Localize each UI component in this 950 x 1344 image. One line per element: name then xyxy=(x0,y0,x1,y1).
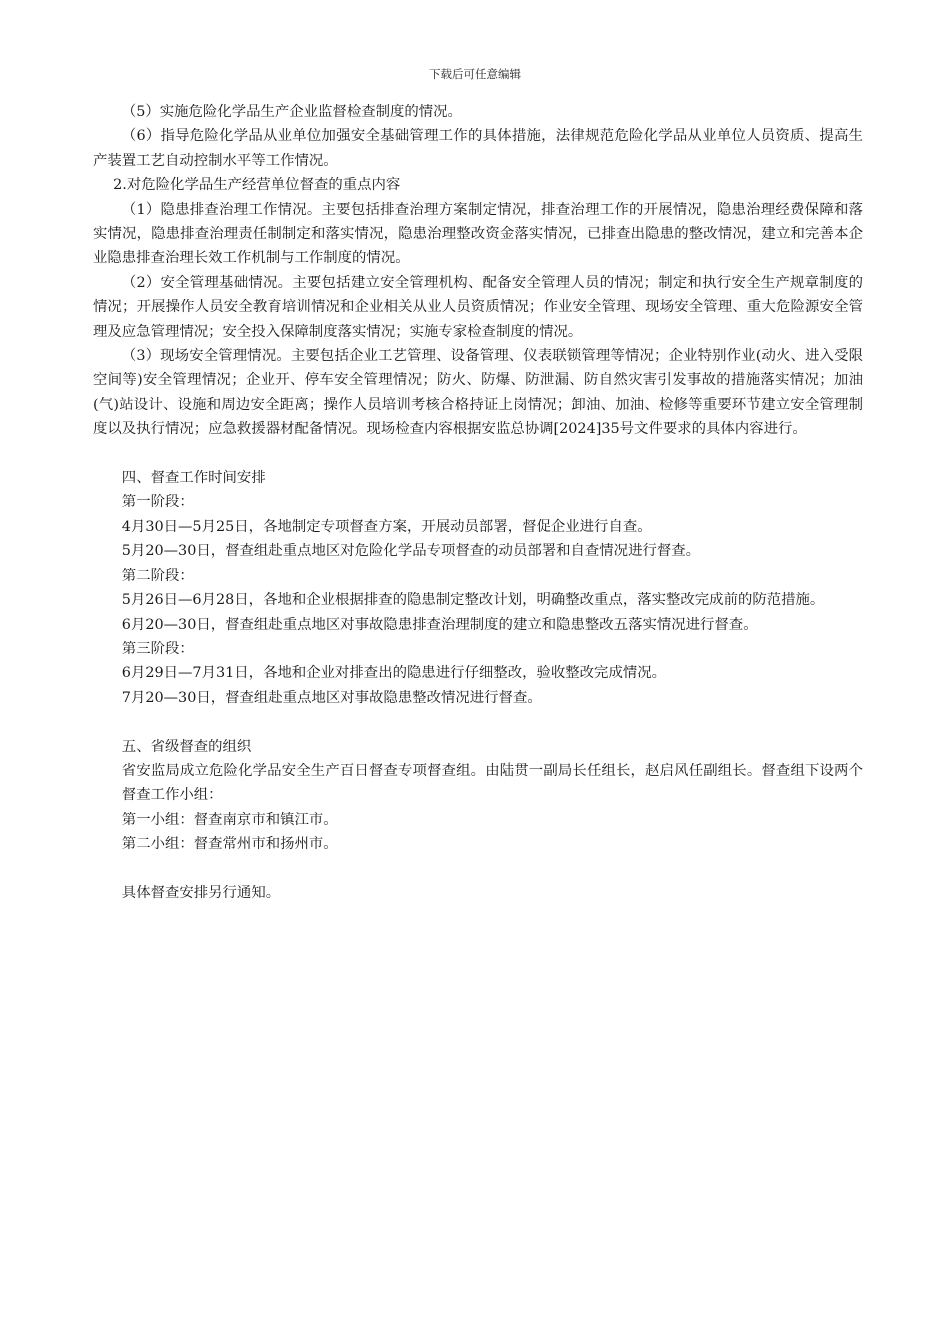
stage-1-item-2: 5月20—30日，督查组赴重点地区对危险化学品专项督查的动员部署和自查情况进行督查。 xyxy=(121,543,701,560)
spacer xyxy=(93,710,863,734)
stage-2-label: 第二阶段： xyxy=(121,567,194,584)
stage-2-item-1: 5月26日—6月28日，各地和企业根据排查的隐患制定整改计划，明确整改重点，落实整改完成前的防范措施。 xyxy=(121,592,825,609)
section-5-paragraph: 省安监局成立危险化学品安全生产百日督查专项督查组。由陆贯一副局长任组长，赵启风任副组长。督查组下设两个督查工作小组： xyxy=(121,762,863,804)
paragraph-item-6: （6）指导危险化学品从业单位加强安全基础管理工作的具体措施，法律规范危险化学品从业单位人员资质、提高生产装置工艺自动控制水平等工作情况。 xyxy=(93,128,863,169)
subsection-heading-2: 2.对危险化学品生产经营单位督查的重点内容 xyxy=(113,177,401,194)
paragraph-onsite-safety-management: （3）现场安全管理情况。主要包括企业工艺管理、设备管理、仪表联锁管理等情况；企业特别作业(动火、进入受限空间等)安全管理情况；企业开、停车安全管理情况；防火、防爆、防泄漏、防自然灾害引发事故的措施落实情况；加油(气)站设计、设施和周边安全距离；操作人员培训考核合格持证上岗情况；卸油、加油、检修等重要环节建立安全管理制度以及执行情况；应急救援器材配备情况。现场检查内容根据安监总协调[2024]35号文件要求的具体内容进行。 xyxy=(93,348,863,438)
section-4-title: 四、督查工作时间安排 xyxy=(121,470,266,487)
stage-1-label: 第一阶段： xyxy=(121,494,194,511)
page-header-note: 下载后可任意编辑 xyxy=(429,67,521,81)
group-1-assignment: 第一小组：督查南京市和镇江市。 xyxy=(121,811,338,828)
spacer xyxy=(93,857,863,881)
document-body xyxy=(93,100,863,905)
paragraph-safety-management-basis: （2）安全管理基础情况。主要包括建立安全管理机构、配备安全管理人员的情况；制定和执行安全生产规章制度的情况；开展操作人员安全教育培训情况和企业相关从业人员资质情况；作业安全管理、现场安全管理、重大危险源安全管理及应急管理情况；安全投入保障制度落实情况；实施专家检查制度的情况。 xyxy=(93,274,863,340)
section-5-title: 五、省级督查的组织 xyxy=(121,738,252,755)
paragraph-hazard-investigation: （1）隐患排查治理工作情况。主要包括排查治理方案制定情况，排查治理工作的开展情况，隐患治理经费保障和落实情况，隐患排查治理责任制制定和落实情况，隐患治理整改资金落实情况，已排查出隐患的整改情况，建立和完善本企业隐患排查治理长效工作机制与工作制度的情况。 xyxy=(93,201,863,267)
group-2-assignment: 第二小组：督查常州市和扬州市。 xyxy=(121,836,338,853)
spacer xyxy=(93,442,863,466)
stage-3-label: 第三阶段： xyxy=(121,640,194,657)
stage-2-item-2: 6月20—30日，督查组赴重点地区对事故隐患排查治理制度的建立和隐患整改五落实情况进行督查。 xyxy=(121,616,758,633)
closing-note: 具体督查安排另行通知。 xyxy=(121,884,281,901)
paragraph-item-5: （5）实施危险化学品生产企业监督检查制度的情况。 xyxy=(121,104,462,120)
stage-1-item-1: 4月30日—5月25日，各地制定专项督查方案，开展动员部署，督促企业进行自查。 xyxy=(121,518,652,535)
stage-3-item-2: 7月20—30日，督查组赴重点地区对事故隐患整改情况进行督查。 xyxy=(121,689,542,706)
stage-3-item-1: 6月29日—7月31日，各地和企业对排查出的隐患进行仔细整改，验收整改完成情况。 xyxy=(121,665,667,682)
